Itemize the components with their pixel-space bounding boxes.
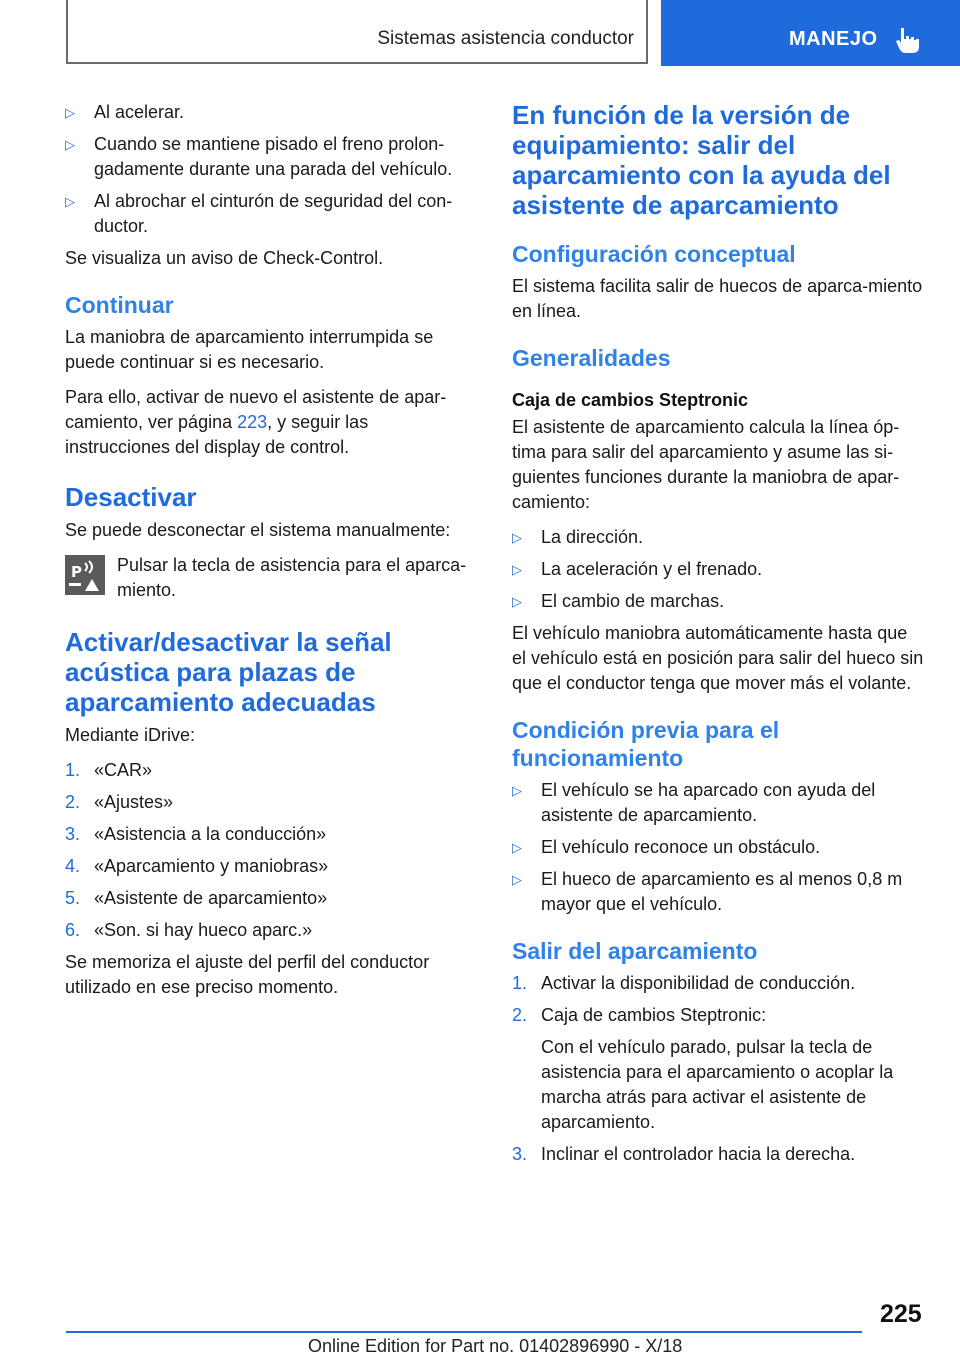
- triangle-bullet-icon: ▷: [512, 562, 522, 577]
- footer-edition: Online Edition for Part no. 01402896990 - X/18: [308, 1336, 683, 1356]
- list-item: 4. «Aparcamiento y maniobras»: [65, 856, 329, 876]
- triangle-bullet-icon: ▷: [65, 194, 75, 209]
- heading-condicion: Condición previa para el funcionamiento: [512, 717, 780, 771]
- heading-configuracion: Configuración conceptual: [512, 241, 796, 267]
- right-column: [512, 100, 926, 1174]
- list-item: ▷ El vehículo se ha aparcado con ayuda del asistente de aparcamiento.: [512, 780, 876, 825]
- triangle-bullet-icon: ▷: [512, 840, 522, 855]
- left-column: [65, 100, 477, 1010]
- page-number: 225: [880, 1300, 922, 1328]
- section-header-box: [66, 0, 648, 64]
- triangle-bullet-icon: ▷: [512, 783, 522, 798]
- list-item: ▷ La aceleración y el frenado.: [512, 557, 926, 582]
- list-item: ▷ Al acelerar.: [65, 100, 477, 125]
- list-item: ▷ El vehículo reconoce un obstáculo.: [512, 835, 926, 860]
- paragraph: El asistente de aparcamiento calcula la línea óp-tima para salir del aparcamiento y asume las si-guientes funciones durante la maniobra de apar-camiento:: [512, 417, 900, 512]
- footer-divider: [66, 1331, 862, 1333]
- triangle-bullet-icon: ▷: [65, 137, 75, 152]
- page-link[interactable]: 223: [237, 412, 268, 432]
- list-item: ▷ El cambio de marchas.: [512, 589, 926, 614]
- list-item: ▷ El hueco de aparcamiento es al menos 0,8 m mayor que el vehículo.: [512, 869, 903, 914]
- paragraph: Se visualiza un aviso de Check-Control.: [65, 248, 384, 268]
- step-detail: Con el vehículo parado, pulsar la tecla de asistencia para el aparcamiento o acoplar la marcha atrás para activar el asistente de aparcamiento.: [541, 1037, 894, 1132]
- list-item: 3. «Asistencia a la conducción»: [65, 824, 327, 844]
- triangle-bullet-icon: ▷: [512, 530, 522, 545]
- list-item: ▷ La dirección.: [512, 525, 926, 550]
- heading-senal-acustica: Activar/desactivar la señal acústica para plazas de aparcamiento adecuadas: [65, 627, 392, 717]
- paragraph: Para ello, activar de nuevo el asistente de apar-camiento, ver página 223, y seguir las instrucciones del display de control.: [65, 387, 447, 457]
- parking-assist-button-icon: [65, 555, 105, 595]
- list-item: 2. Caja de cambios Steptronic:: [512, 1005, 767, 1025]
- triangle-bullet-icon: ▷: [512, 872, 522, 887]
- list-item: ▷ Al abrochar el cinturón de seguridad del con-ductor.: [65, 191, 453, 236]
- page-header: [0, 0, 960, 66]
- list-item: 3. Inclinar el controlador hacia la derecha.: [512, 1144, 856, 1164]
- svg-text:P: P: [71, 563, 82, 581]
- list-item: 2. «Ajustes»: [65, 792, 174, 812]
- list-item: 5. «Asistente de aparcamiento»: [65, 888, 328, 908]
- triangle-bullet-icon: ▷: [512, 594, 522, 609]
- paragraph: Se memoriza el ajuste del perfil del conductor utilizado en ese preciso momento.: [65, 952, 430, 997]
- heading-salir: Salir del aparcamiento: [512, 938, 758, 964]
- button-instruction: P Pulsar la tecla de asistencia para el aparca-miento.: [65, 553, 477, 605]
- paragraph: La maniobra de aparcamiento interrumpida se puede continuar si es necesario.: [65, 327, 434, 372]
- list-item: 6. «Son. si hay hueco aparc.»: [65, 920, 313, 940]
- list-item: ▷ Cuando se mantiene pisado el freno prolon-gadamente durante una parada del vehículo.: [65, 134, 453, 179]
- heading-desactivar: Desactivar: [65, 482, 197, 512]
- heading-generalidades: Generalidades: [512, 345, 671, 371]
- subheading-caja: Caja de cambios Steptronic: [512, 390, 749, 410]
- heading-salir-con-asistente: En función de la versión de equipamiento: salir del aparcamiento con la ayuda del asistente de aparcamiento: [512, 100, 891, 220]
- pointing-hand-icon: [895, 26, 921, 54]
- chapter-tab: [661, 0, 960, 66]
- list-item: 1. «CAR»: [65, 760, 153, 780]
- paragraph: Mediante iDrive:: [65, 725, 196, 745]
- list-item: 1. Activar la disponibilidad de conducción.: [512, 973, 856, 993]
- paragraph: Se puede desconectar el sistema manualmente:: [65, 520, 451, 540]
- chapter-title: MANEJO: [789, 28, 878, 50]
- section-title: Sistemas asistencia conductor: [377, 28, 634, 49]
- heading-continuar: Continuar: [65, 292, 174, 318]
- paragraph: El sistema facilita salir de huecos de aparca-miento en línea.: [512, 276, 923, 321]
- paragraph: El vehículo maniobra automáticamente hasta que el vehículo está en posición para salir del hueco sin que el conductor tenga que mover más el volante.: [512, 623, 924, 693]
- triangle-bullet-icon: ▷: [65, 105, 75, 120]
